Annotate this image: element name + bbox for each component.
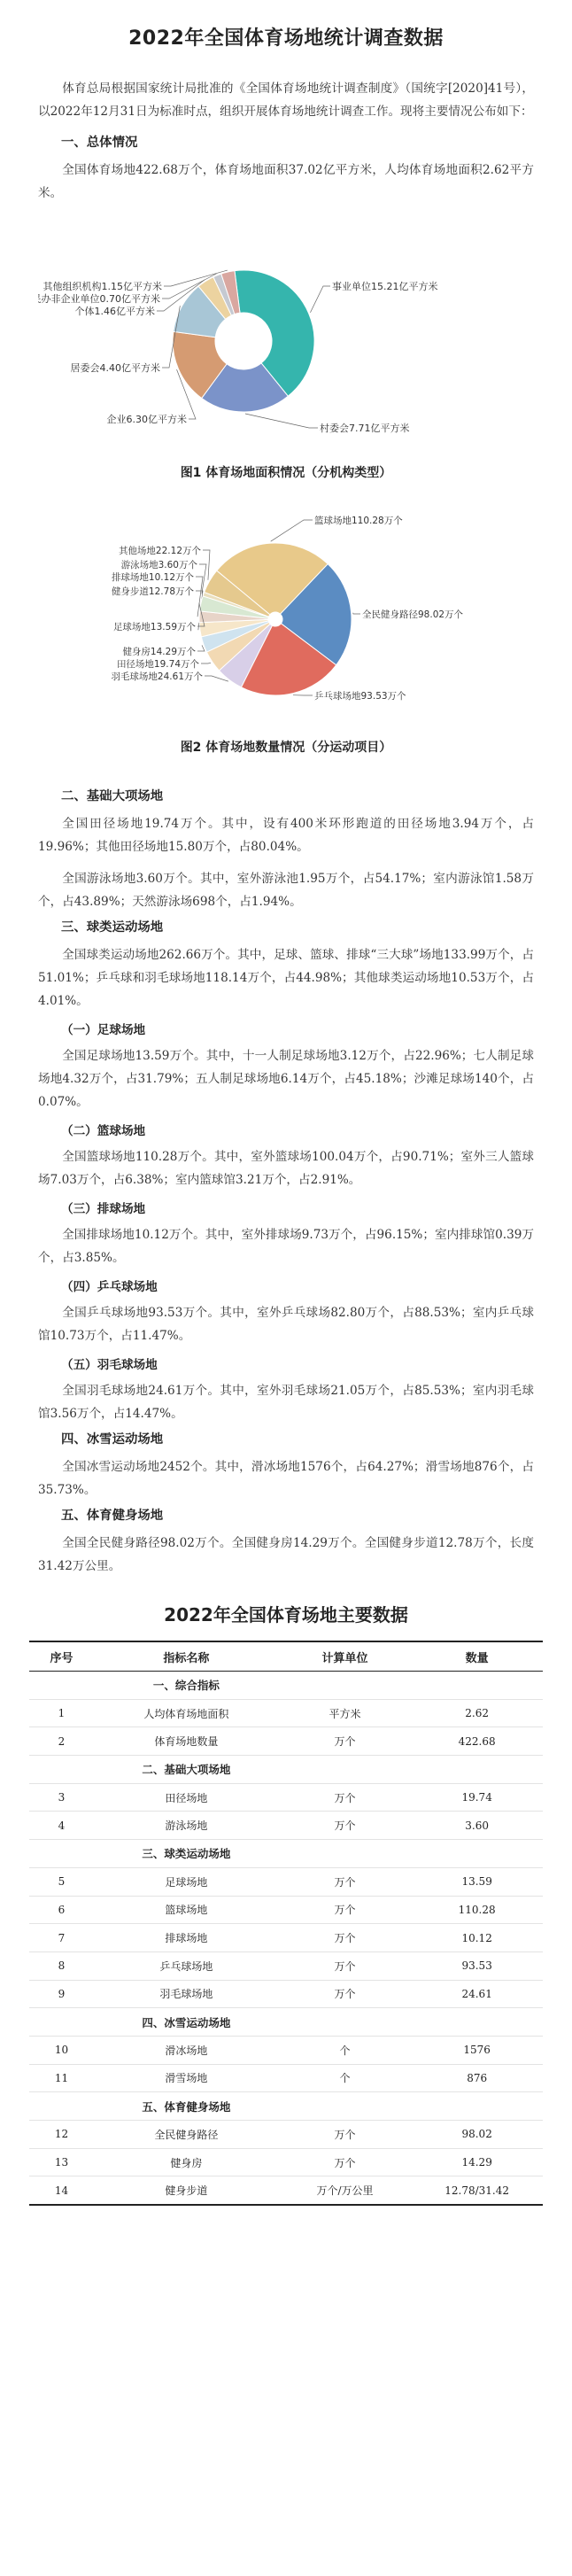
subheading-basketball: （二）篮球场地: [61, 1124, 146, 1138]
value-cell: 13.59: [411, 1867, 543, 1896]
indicator-name: 游泳场地: [94, 1812, 279, 1840]
subheading-football: （一）足球场地: [61, 1023, 146, 1037]
value-cell: 93.53: [411, 1951, 543, 1980]
volleyball-paragraph: 全国排球场地10.12万个。其中，室外排球场9.73万个，占96.15%；室内排球馆0.39万个，占3.85%。: [38, 1228, 534, 1265]
row-number: [29, 1756, 94, 1784]
row-number: 12: [29, 2121, 94, 2149]
section-heading-ice-snow: 四、冰雪运动场地: [61, 1432, 164, 1447]
table-row: [29, 2148, 543, 2176]
table-row: [29, 1980, 543, 2008]
table-body: [29, 1672, 543, 2206]
table-row: [29, 2036, 543, 2064]
unit-cell: [279, 2008, 412, 2037]
row-number: 4: [29, 1812, 94, 1840]
slice-label: 其他场地22.12万个: [118, 546, 201, 556]
unit-cell: 万个: [279, 1980, 412, 2008]
indicator-name: 足球场地: [94, 1867, 279, 1896]
table-row: [29, 1924, 543, 1952]
ball-paragraph: 全国球类运动场地262.66万个。其中，足球、篮球、排球“三大球”场地133.99万个，占51.01%；乒乓球和羽毛球场地118.14万个，占44.98%；其他球类运动场地10.53万个，占4.01%。: [38, 948, 534, 1008]
unit-cell: [279, 1840, 412, 1868]
unit-cell: 万个/万公里: [279, 2176, 412, 2205]
row-number: 10: [29, 2036, 94, 2064]
header-unit: 计算单位: [279, 1641, 412, 1672]
basketball-paragraph: 全国篮球场地110.28万个。其中，室外篮球场100.04万个，占90.71%；室外三人篮球场7.03万个，占6.38%；室内篮球馆3.21万个，占2.91%。: [38, 1150, 534, 1187]
unit-cell: 万个: [279, 1951, 412, 1980]
value-cell: 3.60: [411, 1812, 543, 1840]
leader-line: [197, 645, 205, 651]
indicator-name: 滑冰场地: [94, 2036, 279, 2064]
row-number: 7: [29, 1924, 94, 1952]
table-row: [29, 1867, 543, 1896]
unit-cell: 万个: [279, 1924, 412, 1952]
value-cell: [411, 2092, 543, 2121]
unit-cell: 万个: [279, 1783, 412, 1812]
indicator-name: 滑雪场地: [94, 2064, 279, 2092]
leader-line: [245, 414, 318, 428]
row-number: 9: [29, 1980, 94, 2008]
unit-cell: [279, 1672, 412, 1700]
slice-label: 个体1.46亿平方米: [74, 306, 155, 317]
swimming-paragraph: 全国游泳场地3.60万个。其中，室外游泳池1.95万个，占54.17%；室内游泳馆1.58万个，占43.89%；天然游泳场698个，占1.94%。: [38, 872, 534, 909]
leader-line: [353, 613, 360, 614]
section-heading-ball: 三、球类运动场地: [61, 920, 164, 935]
value-cell: 422.68: [411, 1727, 543, 1756]
indicator-name: 田径场地: [94, 1783, 279, 1812]
table-tennis-paragraph: 全国乒乓球场地93.53万个。其中，室外乒乓球场82.80万个，占88.53%；室内乒乓球馆10.73万个，占11.47%。: [38, 1306, 534, 1343]
table-category-row: [29, 2008, 543, 2037]
subheading-badminton: （五）羽毛球场地: [61, 1358, 158, 1372]
badminton-paragraph: 全国羽毛球场地24.61万个。其中，室外羽毛球场21.05万个，占85.53%；室内羽毛球馆3.56万个，占14.47%。: [38, 1384, 534, 1421]
value-cell: [411, 1672, 543, 1700]
value-cell: [411, 1756, 543, 1784]
indicator-name: 二、基础大项场地: [94, 1756, 279, 1784]
value-cell: 110.28: [411, 1896, 543, 1924]
table-row: [29, 1951, 543, 1980]
table-category-row: [29, 2092, 543, 2121]
unit-cell: 万个: [279, 1867, 412, 1896]
row-number: [29, 2092, 94, 2121]
slice-label: 游泳场地3.60万个: [120, 560, 197, 570]
row-number: 8: [29, 1951, 94, 1980]
slice-label: 排球场地10.12万个: [111, 572, 194, 583]
indicator-name: 全民健身路径: [94, 2121, 279, 2149]
unit-cell: [279, 2092, 412, 2121]
slice-label: 全民健身路径98.02万个: [362, 609, 464, 620]
table-row: [29, 1896, 543, 1924]
table-title: 2022年全国体育场地主要数据: [164, 1604, 408, 1626]
row-number: 1: [29, 1699, 94, 1727]
pie-chart-area-by-institution: [38, 217, 534, 449]
slice-label: 乒乓球场地93.53万个: [314, 691, 406, 702]
indicator-name: 四、冰雪运动场地: [94, 2008, 279, 2037]
intro-paragraph: 体育总局根据国家统计局批准的《全国体育场地统计调查制度》（国统字[2020]41号），以2022年12月31日为标准时点，组织开展体育场地统计调查工作。现将主要情况公布如下：: [38, 81, 534, 119]
unit-cell: 万个: [279, 1727, 412, 1756]
value-cell: 24.61: [411, 1980, 543, 2008]
slice-label: 民办非企业单位0.70亿平方米: [38, 293, 160, 305]
indicator-name: 人均体育场地面积: [94, 1699, 279, 1727]
table-header-row: [29, 1641, 543, 1672]
slice-label: 健身房14.29万个: [122, 647, 196, 657]
unit-cell: [279, 1756, 412, 1784]
main-data-table: [29, 1641, 543, 2206]
table-row: [29, 1727, 543, 1756]
section-heading-overall: 一、总体情况: [61, 136, 138, 150]
row-number: 6: [29, 1896, 94, 1924]
overall-paragraph: 全国体育场地422.68万个，体育场地面积37.02亿平方米，人均体育场地面积2.62平方米。: [38, 163, 534, 200]
leader-line: [310, 286, 330, 313]
value-cell: 19.74: [411, 1783, 543, 1812]
row-number: [29, 1840, 94, 1868]
header-no: 序号: [29, 1641, 94, 1672]
indicator-name: 五、体育健身场地: [94, 2092, 279, 2121]
table-row: [29, 2176, 543, 2205]
row-number: 11: [29, 2064, 94, 2092]
value-cell: 14.29: [411, 2148, 543, 2176]
indicator-name: 健身房: [94, 2148, 279, 2176]
unit-cell: 万个: [279, 2121, 412, 2149]
slice-label: 其他组织机构1.15亿平方米: [43, 281, 162, 292]
leader-line: [271, 520, 313, 541]
row-number: [29, 1672, 94, 1700]
table-category-row: [29, 1840, 543, 1868]
figure-1-caption: 图1 体育场地面积情况（分机构类型）: [180, 466, 392, 480]
figure-2-caption: 图2 体育场地数量情况（分运动项目）: [180, 741, 392, 755]
table-row: [29, 2064, 543, 2092]
fitness-paragraph: 全国全民健身路径98.02万个。全国健身房14.29万个。全国健身步道12.78万个，长度31.42万公里。: [38, 1536, 534, 1573]
slice-label: 事业单位15.21亿平方米: [332, 281, 438, 292]
slice-label: 羽毛球场地24.61万个: [111, 671, 203, 682]
row-number: 2: [29, 1727, 94, 1756]
row-number: 14: [29, 2176, 94, 2205]
slice-label: 村委会7.71亿平方米: [320, 423, 410, 434]
figure-2: [38, 499, 534, 757]
row-number: 3: [29, 1783, 94, 1812]
value-cell: 2.62: [411, 1699, 543, 1727]
pie-chart-venues-by-sport: [38, 499, 534, 722]
value-cell: 10.12: [411, 1924, 543, 1952]
slice-label: 企业6.30亿平方米: [106, 414, 187, 425]
unit-cell: 万个: [279, 2148, 412, 2176]
unit-cell: 平方米: [279, 1699, 412, 1727]
track-field-paragraph: 全国田径场地19.74万个。其中，设有400米环形跑道的田径场地3.94万个，占19.96%；其他田径场地15.80万个，占80.04%。: [38, 817, 534, 854]
value-cell: 98.02: [411, 2121, 543, 2149]
slice-label: 足球场地13.59万个: [112, 622, 196, 632]
indicator-name: 篮球场地: [94, 1896, 279, 1924]
slice-label: 健身步道12.78万个: [111, 586, 194, 597]
page-title: 2022年全国体育场地统计调查数据: [128, 27, 444, 50]
row-number: [29, 2008, 94, 2037]
subheading-table-tennis: （四）乒乓球场地: [61, 1280, 158, 1294]
section-heading-fitness: 五、体育健身场地: [61, 1509, 164, 1523]
value-cell: 1576: [411, 2036, 543, 2064]
row-number: 5: [29, 1867, 94, 1896]
indicator-name: 健身步道: [94, 2176, 279, 2205]
indicator-name: 排球场地: [94, 1924, 279, 1952]
table-row: [29, 2121, 543, 2149]
table-category-row: [29, 1672, 543, 1700]
header-indicator: 指标名称: [94, 1641, 279, 1672]
unit-cell: 万个: [279, 1812, 412, 1840]
header-value: 数量: [411, 1641, 543, 1672]
unit-cell: 个: [279, 2036, 412, 2064]
table-row: [29, 1812, 543, 1840]
section-heading-basic: 二、基础大项场地: [61, 789, 164, 803]
football-paragraph: 全国足球场地13.59万个。其中，十一人制足球场地3.12万个，占22.96%；七人制足球场地4.32万个，占31.79%；五人制足球场地6.14万个，占45.18%；沙滩足球场140个，占0.07%。: [38, 1049, 534, 1109]
ice-snow-paragraph: 全国冰雪运动场地2452个。其中，滑冰场地1576个，占64.27%；滑雪场地876个，占35.73%。: [38, 1460, 534, 1497]
indicator-name: 三、球类运动场地: [94, 1840, 279, 1868]
indicator-name: 体育场地数量: [94, 1727, 279, 1756]
subheading-volleyball: （三）排球场地: [61, 1202, 146, 1216]
value-cell: 876: [411, 2064, 543, 2092]
table-category-row: [29, 1756, 543, 1784]
value-cell: [411, 1840, 543, 1868]
indicator-name: 乒乓球场地: [94, 1951, 279, 1980]
unit-cell: 万个: [279, 1896, 412, 1924]
figure-1: [38, 217, 534, 483]
slice-label: 田径场地19.74万个: [116, 659, 199, 670]
table-row: [29, 1699, 543, 1727]
indicator-name: 羽毛球场地: [94, 1980, 279, 2008]
document-page: [38, 0, 534, 2206]
table-row: [29, 1783, 543, 1812]
value-cell: [411, 2008, 543, 2037]
slice-label: 居委会4.40亿平方米: [70, 362, 160, 374]
value-cell: 12.78/31.42: [411, 2176, 543, 2205]
indicator-name: 一、综合指标: [94, 1672, 279, 1700]
slice-label: 篮球场地110.28万个: [314, 516, 403, 526]
row-number: 13: [29, 2148, 94, 2176]
unit-cell: 个: [279, 2064, 412, 2092]
